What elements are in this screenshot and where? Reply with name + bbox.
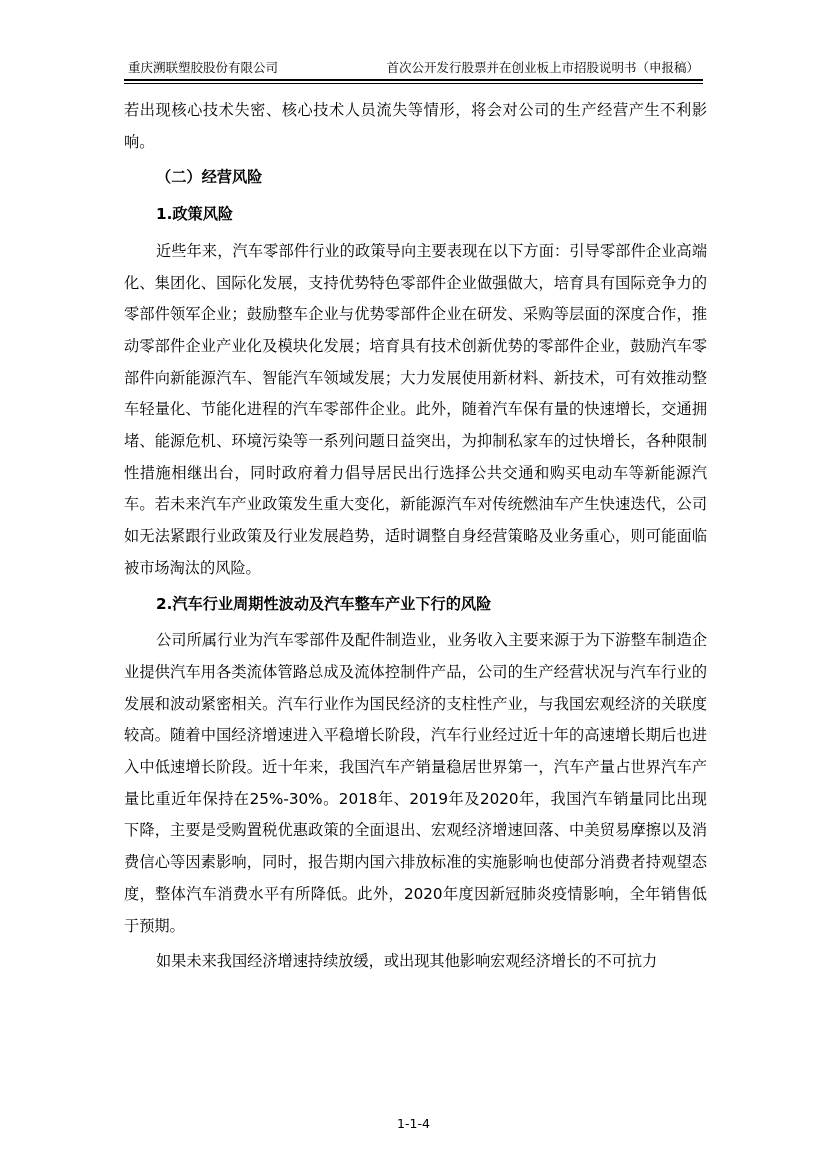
subsection-heading-policy-risk: 1.政策风险 [156, 205, 234, 224]
paragraph-continued: 若出现核心技术失密、核心技术人员流失等情形，将会对公司的生产经营产生不利影响。 [124, 101, 707, 151]
paragraph-economic-slowdown: 如果未来我国经济增速持续放缓，或出现其他影响宏观经济增长的不可抗力 [156, 952, 658, 971]
header-divider-thin [124, 83, 703, 84]
section-heading-operating-risk: （二）经营风险 [156, 168, 263, 187]
subsection-heading-industry-cycle-risk: 2.汽车行业周期性波动及汽车整车产业下行的风险 [156, 594, 492, 613]
paragraph-policy-risk: 近些年来，汽车零部件行业的政策导向主要表现在以下方面：引导零部件企业高端化、集团化、国际化发展，支持优势特色零部件企业做强做大，培育具有国际竞争力的零部件领军企业；鼓励整车企业与优势零部件企业在研发、采购等层面的深度合作，推动零部件企业产业化及模块化发展；培育具有技术创新优势的零部件企业，鼓励汽车零部件向新能源汽车、智能汽车领域发展；大力发展使用新材料、新技术，可有效推动整车轻量化、节能化进程的汽车零部件企业。此外，随着汽车保有量的快速增长，交通拥堵、能源危机、环境污染等一系列问题日益突出，为抑制私家车的过快增长，各种限制性措施相继出台，同时政府着力倡导居民出行选择公共交通和购买电动车等新能源汽车。若未来汽车产业政策发生重大变化，新能源汽车对传统燃油车产生快速迭代，公司如无法紧跟行业政策及行业发展趋势，适时调整自身经营策略及业务重心，则可能面临被市场淘汰的风险。 [124, 241, 707, 577]
header-company-name: 重庆溯联塑胶股份有限公司 [128, 60, 279, 75]
header-document-title: 首次公开发行股票并在创业板上市招股说明书（申报稿） [386, 60, 699, 75]
page-header [124, 58, 703, 78]
page-body [124, 95, 707, 978]
header-divider-thick [124, 79, 703, 81]
page-number: 1-1-4 [397, 1116, 430, 1131]
paragraph-industry-cycle-risk: 公司所属行业为汽车零部件及配件制造业，业务收入主要来源于为下游整车制造企业提供汽车用各类流体管路总成及流体控制件产品，公司的生产经营状况与汽车行业的发展和波动紧密相关。汽车行业作为国民经济的支柱性产业，与我国宏观经济的关联度较高。随着中国经济增速进入平稳增长阶段，汽车行业经过近十年的高速增长期后也进入中低速增长阶段。近十年来，我国汽车产销量稳居世界第一，汽车产量占世界汽车产量比重近年保持在25%-30%。2018年、2019年及2020年，我国汽车销量同比出现下降，主要是受购置税优惠政策的全面退出、宏观经济增速回落、中美贸易摩擦以及消费信心等因素影响，同时，报告期内国六排放标准的实施影响也使部分消费者持观望态度，整体汽车消费水平有所降低。此外，2020年度因新冠肺炎疫情影响，全年销售低于预期。 [124, 631, 707, 935]
